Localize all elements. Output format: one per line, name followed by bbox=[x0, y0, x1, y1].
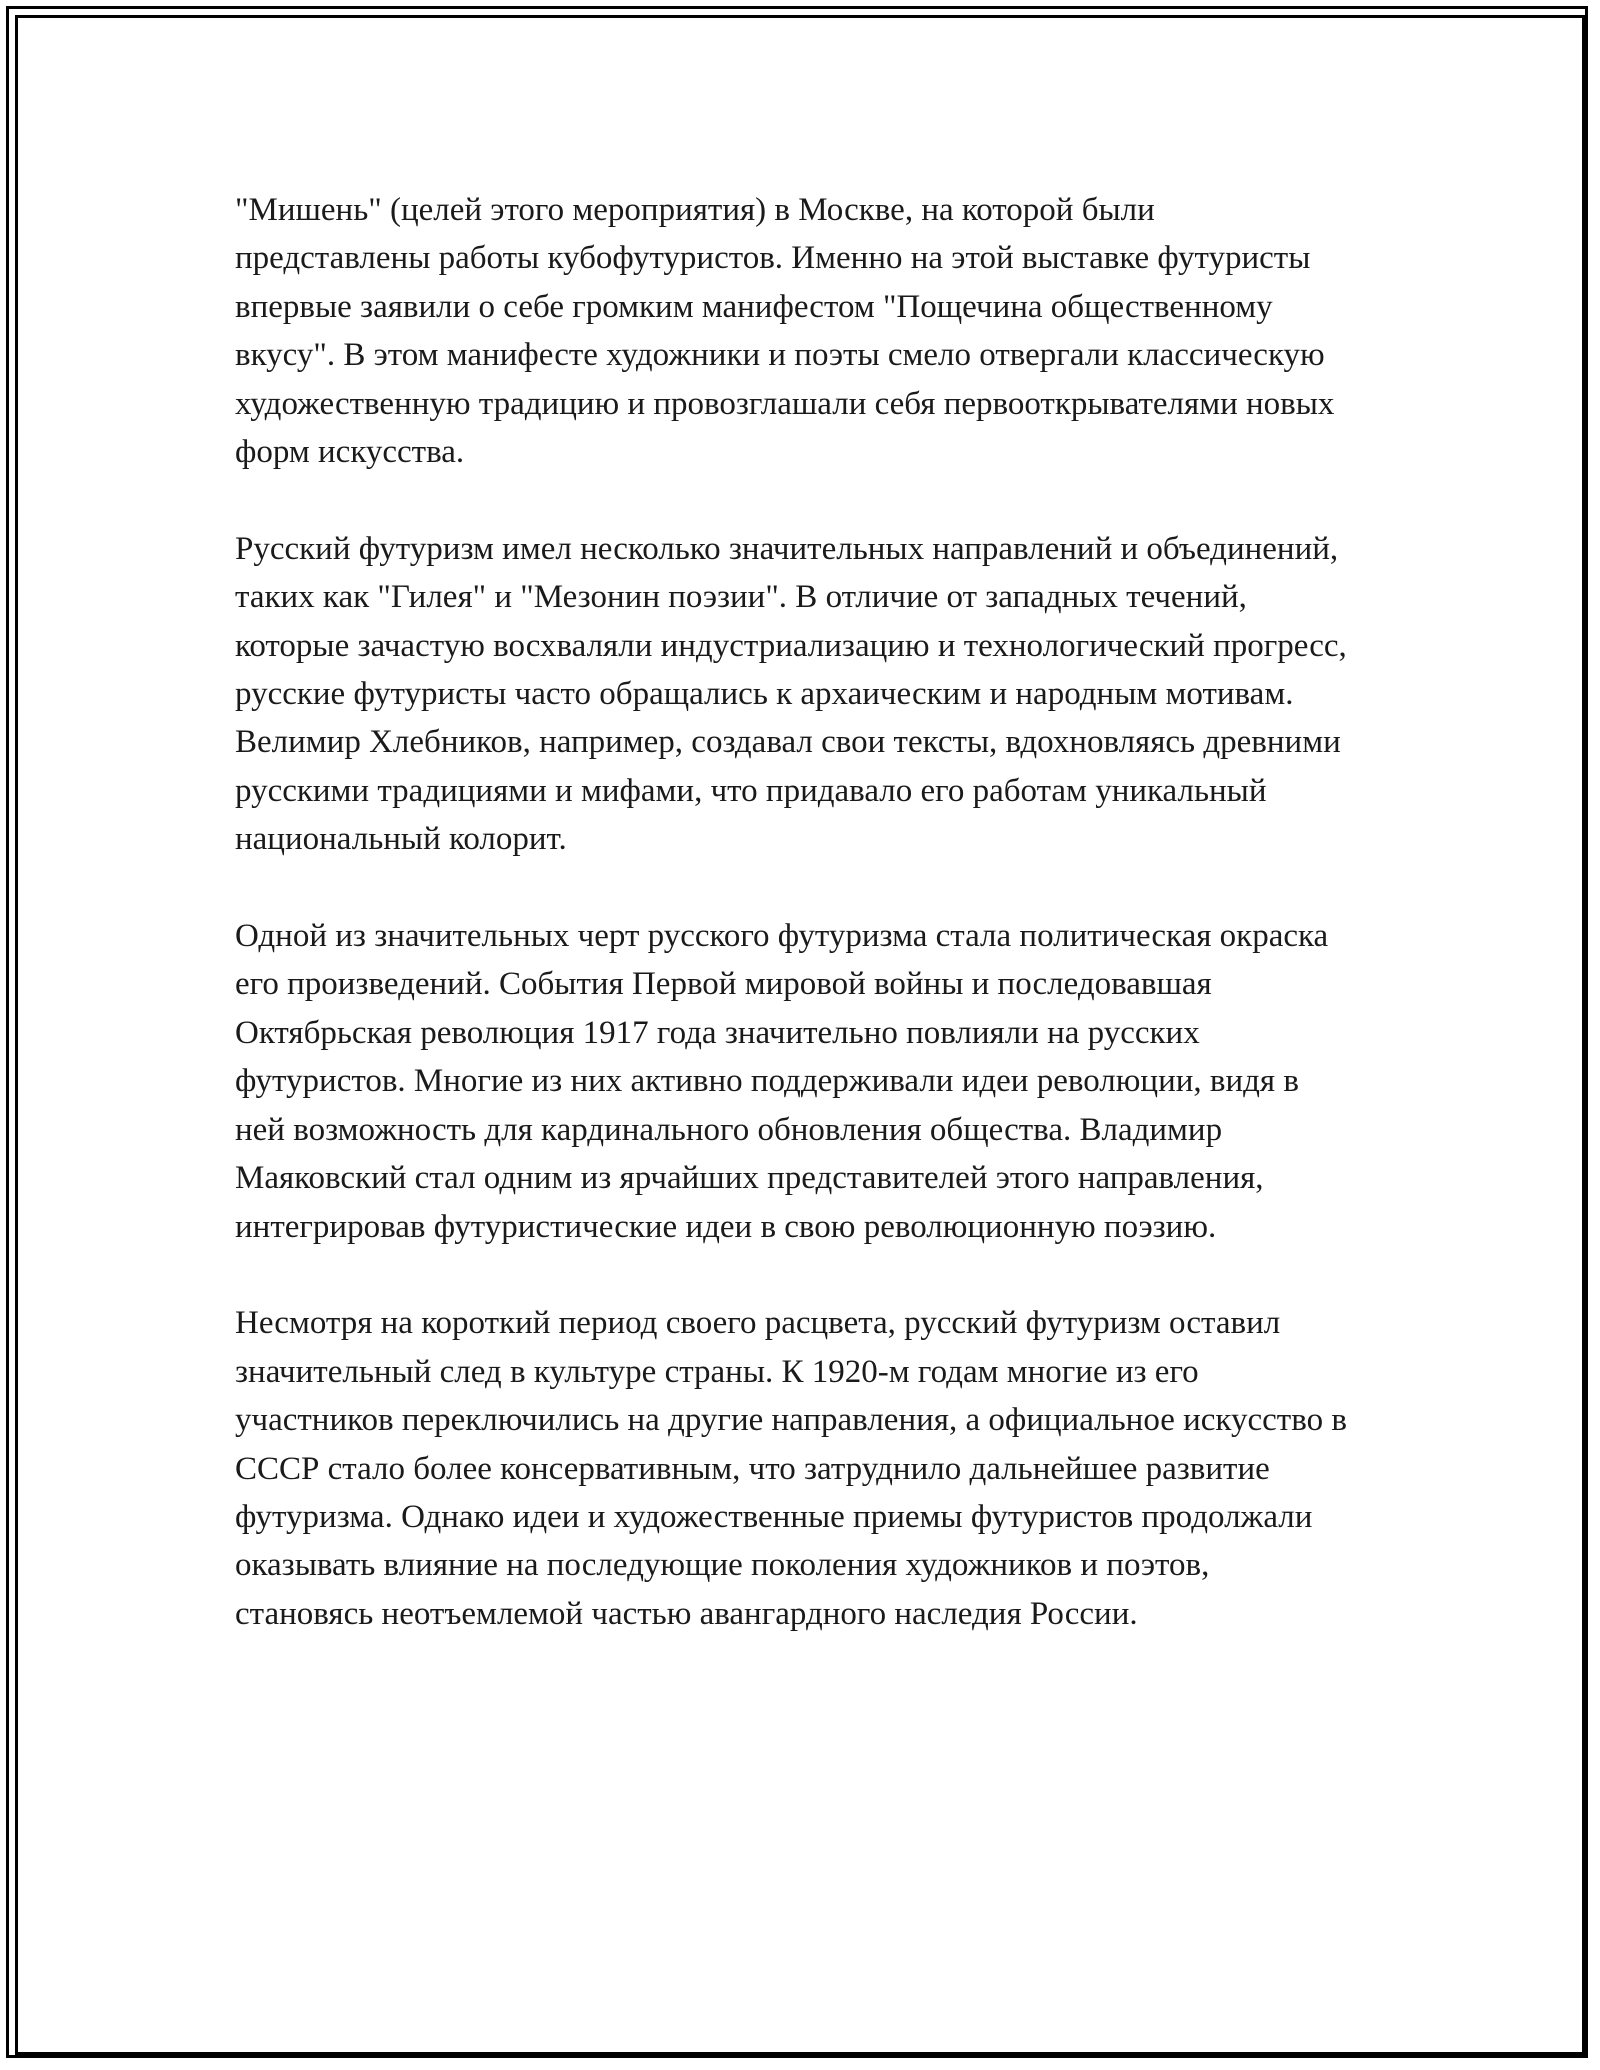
paragraph-1: "Мишень" (целей этого мероприятия) в Москве, на которой были представлены работы кубофутуристов. Именно на этой выставке футуристы впервые заявили о себе громким манифестом "Пощечина общественному вкусу". В этом манифесте художники и поэты смело отвергали классическую художественную традицию и провозглашали себя первооткрывателями новых форм искусства. bbox=[235, 192, 1335, 471]
document-body bbox=[235, 186, 1355, 1687]
paragraph-2: Русский футуризм имел несколько значительных направлений и объединений, таких как "Гилея" и "Мезонин поэзии". В отличие от западных течений, которые зачастую восхваляли индустриализацию и технологический прогресс, русские футуристы часто обращались к архаическим и народным мотивам. Велимир Хлебников, например, создавал свои тексты, вдохновляясь древними русскими традициями и мифами, что придавало его работам уникальный национальный колорит. bbox=[235, 530, 1347, 858]
paragraph-3: Одной из значительных черт русского футуризма стала политическая окраска его произведений. События Первой мировой войны и последовавшая Октябрьская революция 1917 года значительно повлияли на русских футуристов. Многие из них активно поддерживали идеи революции, видя в ней возможность для кардинального обновления общества. Владимир Маяковский стал одним из ярчайших представителей этого направления, интегрировав футуристические идеи в свою революционную поэзию. bbox=[235, 918, 1329, 1245]
paragraph-4: Несмотря на короткий период своего расцвета, русский футуризм оставил значительный след в культуре страны. К 1920-м годам многие из его участников переключились на другие направления, а официальное искусство в СССР стало более консервативным, что затруднило дальнейшее развитие футуризма. Однако идеи и художественные приемы футуристов продолжали оказывать влияние на последующие поколения художников и поэтов, становясь неотъемлемой частью авангардного наследия России. bbox=[235, 1305, 1347, 1632]
